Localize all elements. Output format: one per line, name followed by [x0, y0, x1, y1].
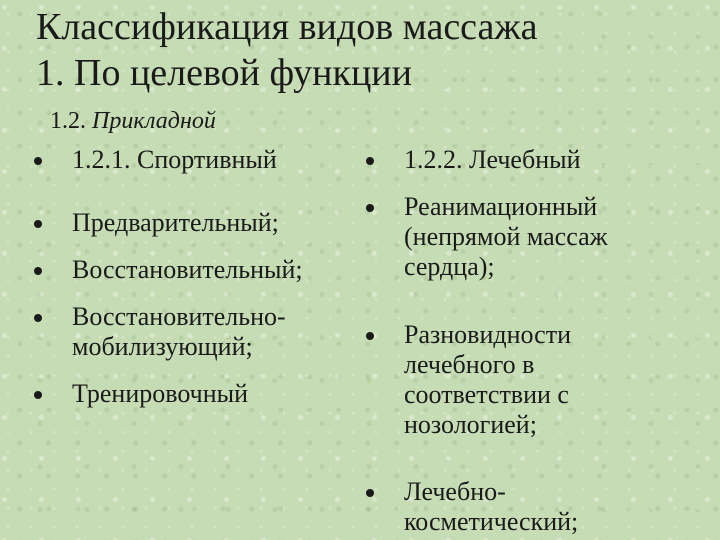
subheading	[50, 106, 216, 136]
list-item-text-line-2: косметический;	[404, 507, 579, 536]
left-column-list	[30, 145, 370, 409]
list-item	[30, 145, 370, 208]
list-item-text: 1.2.2. Лечебный	[404, 145, 581, 174]
bullet-icon	[366, 204, 374, 212]
list-item-text-line-2: лечебного в	[404, 350, 535, 379]
bullet-icon	[34, 157, 42, 165]
list-item-text-line-3: сердца);	[404, 252, 495, 281]
list-item	[30, 302, 370, 379]
bullet-icon	[34, 220, 42, 228]
list-item	[30, 379, 370, 409]
list-item-text-line-1: Реанимационный	[404, 192, 598, 221]
list-item-text-line-3: соответствии с	[404, 380, 569, 409]
bullet-icon	[34, 391, 42, 399]
right-column-list	[362, 145, 712, 537]
title-line-1: Классификация видов массажа	[36, 6, 538, 48]
list-item	[362, 320, 712, 477]
list-item	[362, 145, 712, 192]
slide-title	[36, 4, 538, 96]
subheading-label: Прикладной	[92, 108, 216, 134]
bullet-icon	[34, 267, 42, 275]
list-item-text-line-2: (непрямой массаж	[404, 222, 608, 251]
list-item	[362, 477, 712, 537]
list-item-text: Тренировочный	[72, 379, 249, 408]
list-item-text: Предварительный;	[72, 208, 279, 237]
list-item-text-line-1: Восстановительно-	[72, 302, 286, 331]
list-item-text: Восстановительный;	[72, 255, 303, 284]
list-item-text-line-1: Лечебно-	[404, 477, 506, 506]
list-item-text-line-2: мобилизующий;	[72, 332, 253, 361]
list-item-text-line-4: нозологией;	[404, 410, 537, 439]
subheading-number: 1.2.	[50, 108, 86, 134]
bullet-icon	[366, 489, 374, 497]
list-item	[362, 192, 712, 320]
title-line-2: 1. По целевой функции	[36, 52, 412, 94]
list-item	[30, 255, 370, 302]
bullet-icon	[366, 332, 374, 340]
list-item-text-line-1: Разновидности	[404, 320, 571, 349]
bullet-icon	[34, 314, 42, 322]
list-item	[30, 208, 370, 255]
bullet-icon	[366, 157, 374, 165]
list-item-text: 1.2.1. Спортивный	[72, 145, 277, 174]
